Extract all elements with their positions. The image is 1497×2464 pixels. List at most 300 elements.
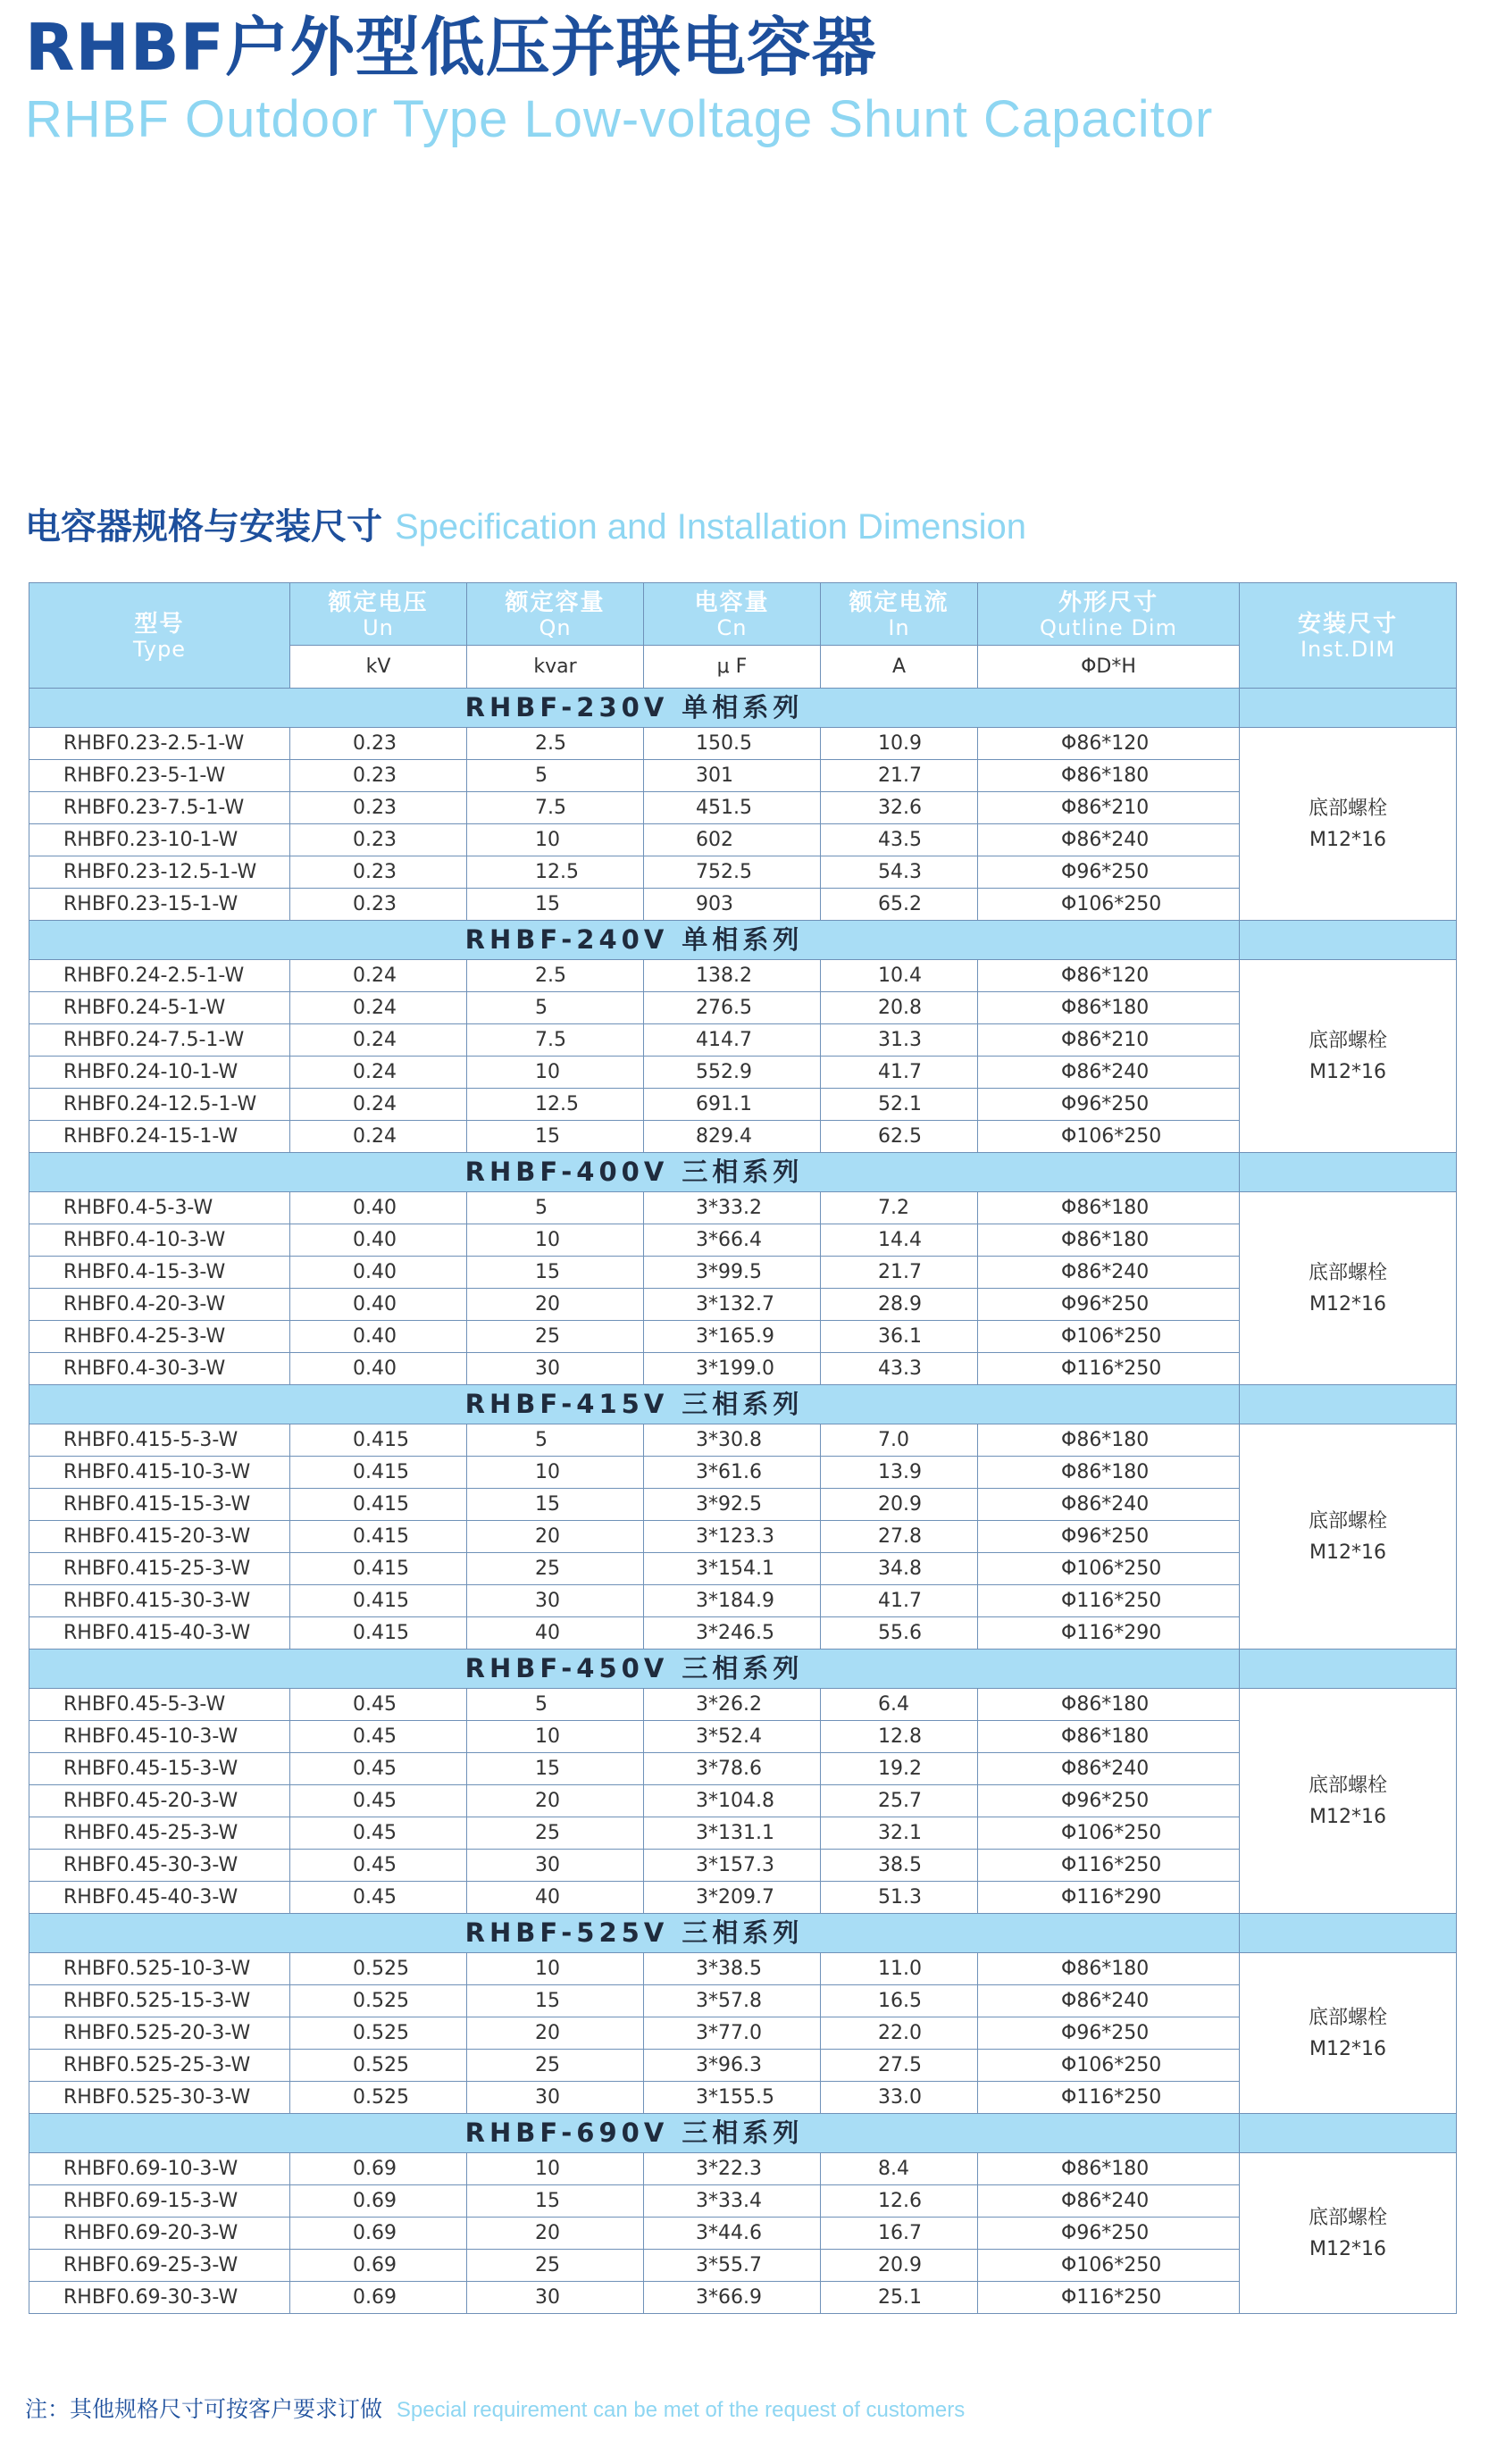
cell-rated-voltage: 0.415 [290,1585,467,1617]
cell-rated-current: 20.9 [821,2250,978,2282]
cell-rated-capacity: 10 [467,824,644,856]
cell-rated-voltage: 0.525 [290,1953,467,1985]
cell-capacitance: 3*96.3 [644,2050,821,2082]
cell-capacitance: 3*52.4 [644,1721,821,1753]
cell-model: RHBF0.24-5-1-W [29,992,290,1024]
cell-model: RHBF0.24-2.5-1-W [29,960,290,992]
cell-model: RHBF0.24-7.5-1-W [29,1024,290,1057]
cell-rated-capacity: 7.5 [467,792,644,824]
cell-model: RHBF0.24-15-1-W [29,1121,290,1153]
series-title: RHBF-240V 单相系列 [29,921,1240,960]
unit-dim: ΦD*H [978,646,1240,689]
header-qn-cn: 额定容量 [505,589,606,616]
cell-rated-voltage: 0.45 [290,1882,467,1914]
cell-rated-capacity: 2.5 [467,960,644,992]
cell-rated-voltage: 0.525 [290,1985,467,2017]
cell-capacitance: 3*246.5 [644,1617,821,1650]
cell-model: RHBF0.69-25-3-W [29,2250,290,2282]
cell-rated-current: 54.3 [821,856,978,889]
cell-model: RHBF0.45-10-3-W [29,1721,290,1753]
cell-rated-voltage: 0.23 [290,728,467,760]
cell-rated-voltage: 0.525 [290,2082,467,2114]
cell-installation-dim [1240,1689,1457,1914]
cell-rated-voltage: 0.45 [290,1753,467,1785]
cell-rated-current: 36.1 [821,1321,978,1353]
cell-rated-voltage: 0.45 [290,1850,467,1882]
cell-rated-current: 28.9 [821,1289,978,1321]
unit-cn: μ F [644,646,821,689]
cell-rated-current: 55.6 [821,1617,978,1650]
installation-dim-line: M12*16 [1309,2237,1386,2260]
cell-rated-capacity: 15 [467,1985,644,2017]
cell-outline-dim: Φ86*180 [978,2153,1240,2185]
cell-model: RHBF0.525-10-3-W [29,1953,290,1985]
cell-rated-capacity: 20 [467,1785,644,1817]
header-dim [978,583,1240,646]
footer-note [25,2393,965,2426]
cell-rated-capacity: 5 [467,760,644,792]
cell-outline-dim: Φ86*120 [978,728,1240,760]
table-row [29,1953,1457,1985]
cell-rated-current: 10.4 [821,960,978,992]
header-in-en: In [888,614,910,640]
cell-model: RHBF0.525-20-3-W [29,2017,290,2050]
cell-rated-capacity: 10 [467,1953,644,1985]
cell-rated-voltage: 0.69 [290,2185,467,2218]
cell-model: RHBF0.415-30-3-W [29,1585,290,1617]
cell-capacitance: 3*22.3 [644,2153,821,2185]
series-title: RHBF-450V 三相系列 [29,1650,1240,1689]
cell-model: RHBF0.525-25-3-W [29,2050,290,2082]
cell-capacitance: 3*38.5 [644,1953,821,1985]
cell-rated-capacity: 25 [467,1553,644,1585]
header-in [821,583,978,646]
cell-rated-voltage: 0.23 [290,824,467,856]
cell-rated-current: 62.5 [821,1121,978,1153]
cell-rated-current: 20.9 [821,1489,978,1521]
installation-dim-line: M12*16 [1309,828,1386,851]
cell-rated-current: 41.7 [821,1057,978,1089]
cell-rated-current: 22.0 [821,2017,978,2050]
cell-capacitance: 3*104.8 [644,1785,821,1817]
cell-rated-current: 20.8 [821,992,978,1024]
cell-rated-current: 19.2 [821,1753,978,1785]
cell-outline-dim: Φ86*180 [978,1953,1240,1985]
cell-model: RHBF0.4-25-3-W [29,1321,290,1353]
series-header-row [29,921,1457,960]
cell-rated-current: 11.0 [821,1953,978,1985]
cell-rated-voltage: 0.69 [290,2250,467,2282]
series-header-row [29,2114,1457,2153]
cell-rated-voltage: 0.45 [290,1785,467,1817]
cell-capacitance: 752.5 [644,856,821,889]
series-header-blank [1240,921,1457,960]
cell-rated-capacity: 20 [467,2218,644,2250]
cell-rated-capacity: 20 [467,1289,644,1321]
installation-dim-line: 底部螺栓 [1308,1509,1387,1533]
cell-outline-dim: Φ96*250 [978,1521,1240,1553]
cell-outline-dim: Φ106*250 [978,889,1240,921]
cell-model: RHBF0.415-10-3-W [29,1457,290,1489]
cell-outline-dim: Φ116*250 [978,2082,1240,2114]
cell-rated-voltage: 0.525 [290,2017,467,2050]
cell-rated-current: 43.3 [821,1353,978,1385]
cell-rated-capacity: 15 [467,2185,644,2218]
cell-rated-voltage: 0.415 [290,1521,467,1553]
table-row [29,1192,1457,1224]
cell-rated-capacity: 10 [467,1057,644,1089]
cell-outline-dim: Φ86*210 [978,1024,1240,1057]
cell-outline-dim: Φ106*250 [978,1553,1240,1585]
cell-rated-current: 21.7 [821,1257,978,1289]
cell-rated-current: 41.7 [821,1585,978,1617]
cell-capacitance: 829.4 [644,1121,821,1153]
installation-dim-line: M12*16 [1309,2037,1386,2060]
cell-capacitance: 138.2 [644,960,821,992]
cell-rated-current: 14.4 [821,1224,978,1257]
cell-capacitance: 301 [644,760,821,792]
cell-rated-voltage: 0.40 [290,1257,467,1289]
cell-rated-capacity: 10 [467,1721,644,1753]
cell-outline-dim: Φ86*180 [978,992,1240,1024]
spec-table-body [29,689,1457,2314]
installation-dim-line: 底部螺栓 [1308,1261,1387,1284]
cell-rated-voltage: 0.24 [290,1089,467,1121]
cell-capacitance: 3*44.6 [644,2218,821,2250]
cell-rated-current: 27.5 [821,2050,978,2082]
series-header-row [29,1153,1457,1192]
cell-rated-capacity: 30 [467,1850,644,1882]
cell-rated-capacity: 20 [467,1521,644,1553]
cell-rated-capacity: 15 [467,889,644,921]
page-subtitle: RHBF Outdoor Type Low-voltage Shunt Capacitor [25,90,1214,148]
installation-dim-line: M12*16 [1309,1541,1386,1564]
header-inst-en: Inst.DIM [1300,636,1396,662]
cell-capacitance: 3*92.5 [644,1489,821,1521]
header-un [290,583,467,646]
section-heading [25,502,1026,552]
table-row [29,960,1457,992]
cell-outline-dim: Φ86*180 [978,1192,1240,1224]
header-in-cn: 额定电流 [849,589,949,616]
header-qn-en: Qn [539,614,572,640]
cell-outline-dim: Φ96*250 [978,2218,1240,2250]
cell-rated-voltage: 0.69 [290,2282,467,2314]
cell-model: RHBF0.69-10-3-W [29,2153,290,2185]
unit-qn: kvar [467,646,644,689]
cell-rated-voltage: 0.40 [290,1289,467,1321]
series-header-blank [1240,1153,1457,1192]
cell-capacitance: 3*33.2 [644,1192,821,1224]
cell-outline-dim: Φ86*240 [978,1753,1240,1785]
cell-outline-dim: Φ96*250 [978,856,1240,889]
cell-rated-voltage: 0.415 [290,1457,467,1489]
cell-rated-current: 32.6 [821,792,978,824]
cell-rated-capacity: 12.5 [467,1089,644,1121]
cell-rated-voltage: 0.40 [290,1192,467,1224]
cell-rated-capacity: 25 [467,2250,644,2282]
cell-model: RHBF0.415-20-3-W [29,1521,290,1553]
cell-rated-current: 52.1 [821,1089,978,1121]
header-cn-cn: 电容量 [694,589,770,616]
cell-installation-dim [1240,728,1457,921]
cell-rated-current: 21.7 [821,760,978,792]
cell-capacitance: 3*99.5 [644,1257,821,1289]
cell-outline-dim: Φ96*250 [978,1089,1240,1121]
cell-rated-voltage: 0.24 [290,1121,467,1153]
cell-model: RHBF0.23-12.5-1-W [29,856,290,889]
cell-outline-dim: Φ86*240 [978,1057,1240,1089]
cell-model: RHBF0.4-15-3-W [29,1257,290,1289]
cell-rated-current: 31.3 [821,1024,978,1057]
cell-rated-capacity: 10 [467,2153,644,2185]
cell-rated-voltage: 0.24 [290,960,467,992]
cell-capacitance: 3*131.1 [644,1817,821,1850]
cell-capacitance: 3*154.1 [644,1553,821,1585]
cell-outline-dim: Φ106*250 [978,1121,1240,1153]
cell-capacitance: 3*209.7 [644,1882,821,1914]
cell-outline-dim: Φ86*240 [978,2185,1240,2218]
cell-capacitance: 3*155.5 [644,2082,821,2114]
spec-table [29,582,1457,2314]
cell-rated-voltage: 0.23 [290,889,467,921]
cell-model: RHBF0.69-15-3-W [29,2185,290,2218]
installation-dim-line: 底部螺栓 [1308,797,1387,820]
cell-model: RHBF0.24-10-1-W [29,1057,290,1089]
cell-outline-dim: Φ116*250 [978,1850,1240,1882]
cell-rated-voltage: 0.525 [290,2050,467,2082]
installation-dim-line: M12*16 [1309,1805,1386,1828]
cell-capacitance: 3*77.0 [644,2017,821,2050]
cell-model: RHBF0.69-20-3-W [29,2218,290,2250]
series-title: RHBF-525V 三相系列 [29,1914,1240,1953]
cell-model: RHBF0.23-2.5-1-W [29,728,290,760]
cell-outline-dim: Φ86*210 [978,792,1240,824]
cell-outline-dim: Φ96*250 [978,1785,1240,1817]
cell-rated-current: 13.9 [821,1457,978,1489]
table-row [29,1689,1457,1721]
cell-installation-dim [1240,1192,1457,1385]
cell-rated-capacity: 15 [467,1489,644,1521]
cell-capacitance: 552.9 [644,1057,821,1089]
cell-capacitance: 3*30.8 [644,1424,821,1457]
unit-in: A [821,646,978,689]
cell-capacitance: 276.5 [644,992,821,1024]
cell-capacitance: 602 [644,824,821,856]
cell-outline-dim: Φ86*240 [978,1489,1240,1521]
cell-rated-current: 7.0 [821,1424,978,1457]
series-title: RHBF-400V 三相系列 [29,1153,1240,1192]
cell-rated-voltage: 0.24 [290,1057,467,1089]
cell-rated-capacity: 25 [467,2050,644,2082]
cell-rated-voltage: 0.23 [290,760,467,792]
cell-installation-dim [1240,2153,1457,2314]
series-header-blank [1240,1385,1457,1424]
header-type-en: Type [132,636,187,662]
installation-dim-line: M12*16 [1309,1060,1386,1083]
installation-dim-line: 底部螺栓 [1308,2206,1387,2229]
cell-model: RHBF0.45-15-3-W [29,1753,290,1785]
cell-model: RHBF0.23-5-1-W [29,760,290,792]
cell-outline-dim: Φ86*180 [978,1224,1240,1257]
cell-outline-dim: Φ86*240 [978,824,1240,856]
cell-capacitance: 3*199.0 [644,1353,821,1385]
cell-model: RHBF0.45-25-3-W [29,1817,290,1850]
header-un-cn: 额定电压 [328,589,429,616]
cell-outline-dim: Φ86*240 [978,1257,1240,1289]
series-title: RHBF-690V 三相系列 [29,2114,1240,2153]
cell-rated-voltage: 0.45 [290,1689,467,1721]
cell-rated-current: 12.6 [821,2185,978,2218]
cell-rated-capacity: 20 [467,2017,644,2050]
cell-rated-capacity: 5 [467,1424,644,1457]
cell-rated-capacity: 10 [467,1224,644,1257]
cell-rated-capacity: 25 [467,1321,644,1353]
cell-outline-dim: Φ86*180 [978,1721,1240,1753]
cell-rated-voltage: 0.415 [290,1553,467,1585]
cell-rated-voltage: 0.415 [290,1617,467,1650]
cell-outline-dim: Φ86*240 [978,1985,1240,2017]
cell-rated-current: 16.5 [821,1985,978,2017]
cell-rated-voltage: 0.23 [290,792,467,824]
cell-rated-capacity: 12.5 [467,856,644,889]
cell-rated-current: 27.8 [821,1521,978,1553]
cell-rated-voltage: 0.415 [290,1424,467,1457]
installation-dim-line: 底部螺栓 [1308,1029,1387,1052]
cell-outline-dim: Φ86*180 [978,1457,1240,1489]
cell-rated-current: 7.2 [821,1192,978,1224]
cell-model: RHBF0.45-40-3-W [29,1882,290,1914]
header-inst [1240,583,1457,689]
table-row [29,2153,1457,2185]
cell-rated-capacity: 30 [467,1585,644,1617]
cell-rated-capacity: 10 [467,1457,644,1489]
cell-outline-dim: Φ86*120 [978,960,1240,992]
cell-model: RHBF0.24-12.5-1-W [29,1089,290,1121]
header-type [29,583,290,689]
cell-model: RHBF0.23-10-1-W [29,824,290,856]
cell-outline-dim: Φ106*250 [978,2250,1240,2282]
cell-capacitance: 3*157.3 [644,1850,821,1882]
series-title: RHBF-415V 三相系列 [29,1385,1240,1424]
cell-capacitance: 3*33.4 [644,2185,821,2218]
cell-rated-current: 25.7 [821,1785,978,1817]
series-header-row [29,1914,1457,1953]
series-header-blank [1240,1650,1457,1689]
cell-rated-capacity: 30 [467,1353,644,1385]
cell-rated-current: 32.1 [821,1817,978,1850]
cell-capacitance: 3*78.6 [644,1753,821,1785]
cell-capacitance: 691.1 [644,1089,821,1121]
cell-rated-current: 38.5 [821,1850,978,1882]
cell-rated-capacity: 5 [467,1192,644,1224]
cell-capacitance: 3*165.9 [644,1321,821,1353]
header-dim-cn: 外形尺寸 [1058,589,1158,616]
cell-model: RHBF0.69-30-3-W [29,2282,290,2314]
cell-rated-current: 12.8 [821,1721,978,1753]
cell-rated-capacity: 30 [467,2282,644,2314]
series-header-blank [1240,2114,1457,2153]
cell-rated-capacity: 15 [467,1257,644,1289]
installation-dim-line: M12*16 [1309,1292,1386,1316]
table-row [29,1424,1457,1457]
installation-dim-line: 底部螺栓 [1308,2006,1387,2029]
cell-capacitance: 903 [644,889,821,921]
cell-outline-dim: Φ116*250 [978,2282,1240,2314]
cell-model: RHBF0.525-15-3-W [29,1985,290,2017]
cell-capacitance: 3*26.2 [644,1689,821,1721]
unit-un: kV [290,646,467,689]
cell-rated-current: 16.7 [821,2218,978,2250]
header-type-cn: 型号 [134,610,185,638]
cell-rated-capacity: 7.5 [467,1024,644,1057]
cell-capacitance: 3*55.7 [644,2250,821,2282]
cell-rated-capacity: 15 [467,1121,644,1153]
cell-model: RHBF0.4-20-3-W [29,1289,290,1321]
cell-rated-current: 34.8 [821,1553,978,1585]
cell-model: RHBF0.45-30-3-W [29,1850,290,1882]
cell-model: RHBF0.4-5-3-W [29,1192,290,1224]
series-header-row [29,1650,1457,1689]
cell-rated-current: 65.2 [821,889,978,921]
cell-capacitance: 150.5 [644,728,821,760]
header-inst-cn: 安装尺寸 [1297,610,1398,638]
header-cn-en: Cn [716,614,748,640]
cell-outline-dim: Φ116*250 [978,1353,1240,1385]
cell-outline-dim: Φ86*180 [978,760,1240,792]
cell-model: RHBF0.415-40-3-W [29,1617,290,1650]
cell-rated-capacity: 15 [467,1753,644,1785]
cell-outline-dim: Φ116*290 [978,1882,1240,1914]
series-header-blank [1240,689,1457,728]
header-qn [467,583,644,646]
cell-rated-voltage: 0.24 [290,992,467,1024]
series-header-row [29,1385,1457,1424]
cell-installation-dim [1240,960,1457,1153]
cell-rated-voltage: 0.45 [290,1817,467,1850]
cell-capacitance: 451.5 [644,792,821,824]
cell-capacitance: 3*184.9 [644,1585,821,1617]
cell-model: RHBF0.415-5-3-W [29,1424,290,1457]
cell-rated-capacity: 5 [467,1689,644,1721]
section-heading-cn: 电容器规格与安装尺寸 [25,506,382,547]
cell-model: RHBF0.45-20-3-W [29,1785,290,1817]
cell-outline-dim: Φ86*180 [978,1689,1240,1721]
cell-capacitance: 3*66.4 [644,1224,821,1257]
cell-rated-voltage: 0.40 [290,1353,467,1385]
cell-model: RHBF0.23-7.5-1-W [29,792,290,824]
footer-note-en: Special requirement can be met of the request of customers [396,2398,966,2422]
cell-model: RHBF0.525-30-3-W [29,2082,290,2114]
cell-rated-voltage: 0.69 [290,2218,467,2250]
header-cn [644,583,821,646]
cell-rated-current: 10.9 [821,728,978,760]
cell-capacitance: 3*57.8 [644,1985,821,2017]
cell-rated-voltage: 0.415 [290,1489,467,1521]
cell-outline-dim: Φ96*250 [978,2017,1240,2050]
cell-outline-dim: Φ106*250 [978,2050,1240,2082]
cell-outline-dim: Φ106*250 [978,1321,1240,1353]
cell-outline-dim: Φ116*290 [978,1617,1240,1650]
installation-dim-line: 底部螺栓 [1308,1774,1387,1797]
cell-capacitance: 3*66.9 [644,2282,821,2314]
header-dim-en: Qutline Dim [1040,614,1177,640]
cell-rated-current: 43.5 [821,824,978,856]
cell-rated-capacity: 30 [467,2082,644,2114]
cell-outline-dim: Φ86*180 [978,1424,1240,1457]
cell-model: RHBF0.415-15-3-W [29,1489,290,1521]
cell-rated-current: 6.4 [821,1689,978,1721]
